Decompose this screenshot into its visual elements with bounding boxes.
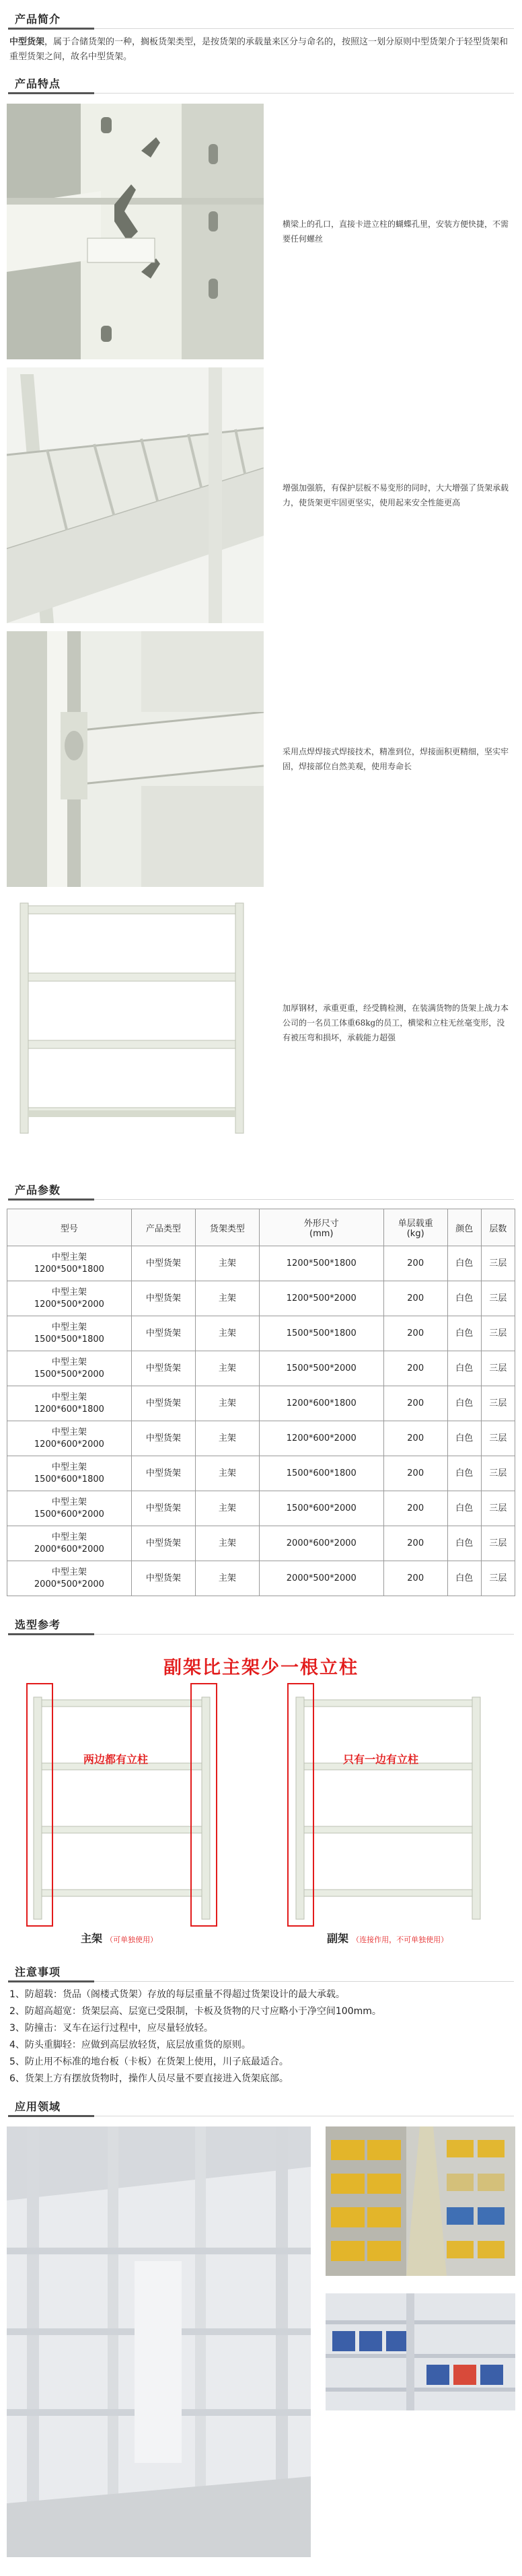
table-header-cell: 产品类型 <box>131 1209 195 1246</box>
rack-comparison-diagram <box>0 1677 522 1960</box>
table-cell: 中型主架 1500*600*2000 <box>7 1491 132 1526</box>
table-cell: 中型货架 <box>131 1316 195 1351</box>
intro-paragraph <box>0 31 522 65</box>
product-page <box>0 7 522 2576</box>
table-cell: 主架 <box>195 1316 259 1351</box>
table-cell: 主架 <box>195 1526 259 1561</box>
table-cell: 中型主架 2000*600*2000 <box>7 1526 132 1561</box>
note-item: 5、防止用不标准的地台板（卡板）在货架上使用，川子底最适合。 <box>9 2056 289 2067</box>
feature-photo-reinforced-shelf <box>7 367 264 623</box>
table-header-cell: 层数 <box>481 1209 515 1246</box>
feature-item <box>0 367 522 623</box>
note-item: 1、防超载：货品（阁楼式货架）存放的每层重量不得超过货架设计的最大承载。 <box>9 1989 345 2000</box>
table-cell: 中型货架 <box>131 1526 195 1561</box>
blue-bins-illustration <box>326 2293 515 2410</box>
table-row <box>7 1561 515 1596</box>
params-table <box>7 1209 515 1596</box>
section-header-notes <box>0 1960 522 1984</box>
table-cell: 白色 <box>447 1456 481 1491</box>
table-cell: 主架 <box>195 1246 259 1281</box>
table-cell: 200 <box>383 1491 447 1526</box>
storage-bins-illustration <box>326 2126 515 2276</box>
divider-accent <box>8 28 94 30</box>
table-cell: 中型货架 <box>131 1561 195 1596</box>
divider-accent <box>8 1980 94 1982</box>
table-cell: 三层 <box>481 1491 515 1526</box>
table-cell: 主架 <box>195 1351 259 1386</box>
feature-item <box>0 631 522 887</box>
table-cell: 200 <box>383 1421 447 1456</box>
table-cell: 主架 <box>195 1421 259 1456</box>
table-row <box>7 1281 515 1316</box>
table-cell: 三层 <box>481 1351 515 1386</box>
table-cell: 200 <box>383 1246 447 1281</box>
warehouse-photo-bins <box>326 2126 515 2276</box>
note-item: 4、防头重脚轻：应做到高层放轻货，底层放重货的原则。 <box>9 2040 251 2050</box>
table-cell: 1500*500*1800 <box>259 1316 383 1351</box>
table-cell: 中型主架 1500*600*1800 <box>7 1456 132 1491</box>
table-cell: 中型货架 <box>131 1281 195 1316</box>
table-row <box>7 1526 515 1561</box>
divider-accent <box>8 2115 94 2117</box>
table-row <box>7 1491 515 1526</box>
feature-description: 加厚钢材，承重更重，经受腾检测，在装满货物的货架上战力本公司的一名员工体重68kg的员工，横梁和立柱无丝毫变形，没有被压弯和损坏，承载能力超强 <box>283 1003 509 1042</box>
reinforced-shelf-illustration <box>7 367 264 623</box>
application-photos <box>7 2126 515 2557</box>
table-cell: 中型货架 <box>131 1351 195 1386</box>
table-cell: 2000*600*2000 <box>259 1526 383 1561</box>
warehouse-photo-blue-bins <box>326 2293 515 2410</box>
table-cell: 白色 <box>447 1316 481 1351</box>
table-header-cell: 单层载重 (kg) <box>383 1209 447 1246</box>
table-cell: 白色 <box>447 1351 481 1386</box>
feature-item <box>0 104 522 359</box>
note-item: 3、防撞击：叉车在运行过程中，应尽量轻放轻。 <box>9 2023 213 2034</box>
table-row <box>7 1316 515 1351</box>
table-cell: 主架 <box>195 1386 259 1421</box>
sub-rack-sub: （连接作用，不可单独使用） <box>352 1935 449 1944</box>
table-header-cell: 外形尺寸 (mm) <box>259 1209 383 1246</box>
section-title: 应用领域 <box>15 2100 61 2113</box>
sub-rack-drawing <box>288 1684 480 1926</box>
table-row <box>7 1421 515 1456</box>
sub-rack-caption <box>327 1930 448 1945</box>
table-cell: 三层 <box>481 1561 515 1596</box>
table-header-cell: 颜色 <box>447 1209 481 1246</box>
table-cell: 中型主架 1500*500*2000 <box>7 1351 132 1386</box>
main-rack-sub: （可单独使用） <box>106 1935 158 1944</box>
table-cell: 主架 <box>195 1456 259 1491</box>
divider-accent <box>8 1198 94 1201</box>
note-item: 2、防超高超宽：货架层高、层宽已受限制，卡板及货物的尺寸应略小于净空间100mm。 <box>9 2006 381 2017</box>
table-cell: 中型货架 <box>131 1386 195 1421</box>
section-title: 产品简介 <box>15 13 61 26</box>
table-cell: 中型主架 1200*600*2000 <box>7 1421 132 1456</box>
section-title: 选型参考 <box>15 1618 61 1631</box>
table-header-cell: 货架类型 <box>195 1209 259 1246</box>
selection-headline: 副架比主架少一根立柱 <box>163 1657 359 1678</box>
section-header-intro <box>0 7 522 31</box>
section-header-params <box>0 1178 522 1202</box>
section-title: 产品特点 <box>15 77 61 90</box>
table-cell: 200 <box>383 1386 447 1421</box>
table-row <box>7 1351 515 1386</box>
main-rack-note: 两边都有立柱 <box>83 1753 149 1766</box>
table-cell: 白色 <box>447 1386 481 1421</box>
main-rack-caption <box>81 1930 157 1945</box>
main-rack-label: 主架 <box>81 1932 103 1945</box>
table-cell: 白色 <box>447 1526 481 1561</box>
table-cell: 200 <box>383 1456 447 1491</box>
table-cell: 主架 <box>195 1561 259 1596</box>
feature-photo-full-rack <box>7 895 264 1151</box>
spot-weld-illustration <box>7 631 264 887</box>
table-cell: 200 <box>383 1351 447 1386</box>
table-cell: 1200*600*2000 <box>259 1421 383 1456</box>
intro-body: ，属于合储货架的一种，搁板货架类型，是按货架的承载量来区分与命名的，按照这一划分原则中型货架介于轻型货架和重型货架之间，故名中型货架。 <box>9 37 509 62</box>
section-title: 产品参数 <box>15 1184 61 1196</box>
warehouse-photo-large <box>7 2126 311 2557</box>
notes-list <box>0 1984 522 2087</box>
table-cell: 中型货架 <box>131 1491 195 1526</box>
table-cell: 1200*600*1800 <box>259 1386 383 1421</box>
selection-reference <box>0 1637 522 1953</box>
application-side-photos <box>326 2126 515 2557</box>
table-cell: 白色 <box>447 1491 481 1526</box>
table-cell: 200 <box>383 1526 447 1561</box>
butterfly-hole-illustration <box>7 104 264 359</box>
table-cell: 白色 <box>447 1561 481 1596</box>
note-item: 6、货架上方有摆放货物时，操作人员尽量不要直接进入货架底部。 <box>9 2073 289 2084</box>
table-cell: 三层 <box>481 1386 515 1421</box>
table-header-row <box>7 1209 515 1246</box>
table-cell: 中型货架 <box>131 1456 195 1491</box>
table-cell: 中型主架 1200*500*2000 <box>7 1281 132 1316</box>
table-cell: 三层 <box>481 1456 515 1491</box>
table-cell: 白色 <box>447 1421 481 1456</box>
table-cell: 中型主架 2000*500*2000 <box>7 1561 132 1596</box>
intro-lead: 中型货架 <box>9 37 45 47</box>
feature-photo-butterfly-hole <box>7 104 264 359</box>
table-cell: 1500*600*2000 <box>259 1491 383 1526</box>
table-cell: 1500*500*2000 <box>259 1351 383 1386</box>
params-table-wrap <box>7 1209 515 1596</box>
feature-description: 增强加强筋，有保护层板不易变形的同时，大大增强了货架承载力，使货架更牢固更坚实，使用起来安全性能更高 <box>283 483 509 507</box>
table-row <box>7 1246 515 1281</box>
table-cell: 1200*500*2000 <box>259 1281 383 1316</box>
table-cell: 1200*500*1800 <box>259 1246 383 1281</box>
table-cell: 主架 <box>195 1281 259 1316</box>
table-cell: 2000*500*2000 <box>259 1561 383 1596</box>
feature-description: 横梁上的孔口，直接卡进立柱的蝴蝶孔里，安装方便快捷，不需要任何螺丝 <box>283 219 509 244</box>
section-header-select <box>0 1612 522 1637</box>
table-cell: 白色 <box>447 1281 481 1316</box>
feature-item <box>0 895 522 1151</box>
sub-rack-note: 只有一边有立柱 <box>343 1753 419 1766</box>
table-header-cell: 型号 <box>7 1209 132 1246</box>
section-title: 注意事项 <box>15 1966 61 1978</box>
table-cell: 三层 <box>481 1316 515 1351</box>
table-cell: 三层 <box>481 1246 515 1281</box>
table-cell: 主架 <box>195 1491 259 1526</box>
sub-rack-label: 副架 <box>327 1932 349 1945</box>
table-cell: 中型主架 1200*500*1800 <box>7 1246 132 1281</box>
table-cell: 1500*600*1800 <box>259 1456 383 1491</box>
table-cell: 200 <box>383 1561 447 1596</box>
table-cell: 白色 <box>447 1246 481 1281</box>
table-cell: 200 <box>383 1281 447 1316</box>
table-cell: 三层 <box>481 1281 515 1316</box>
table-cell: 三层 <box>481 1526 515 1561</box>
table-cell: 中型主架 1200*600*1800 <box>7 1386 132 1421</box>
warehouse-mezzanine-illustration <box>7 2126 311 2557</box>
table-cell: 三层 <box>481 1421 515 1456</box>
table-cell: 中型货架 <box>131 1246 195 1281</box>
section-header-features <box>0 71 522 96</box>
table-row <box>7 1456 515 1491</box>
main-rack-drawing <box>27 1684 217 1926</box>
feature-photo-spot-weld <box>7 631 264 887</box>
table-cell: 200 <box>383 1316 447 1351</box>
feature-description: 采用点焊焊接式焊接技术，精准到位，焊接面积更精细，坚实牢固，焊接部位自然美观，使用寿命长 <box>283 747 509 771</box>
divider-accent <box>8 92 94 94</box>
table-row <box>7 1386 515 1421</box>
divider-accent <box>8 1633 94 1635</box>
full-rack-illustration <box>7 895 264 1151</box>
bottom-spacer <box>0 2557 522 2576</box>
section-header-apps <box>0 2094 522 2118</box>
table-cell: 中型主架 1500*500*1800 <box>7 1316 132 1351</box>
table-body <box>7 1246 515 1596</box>
table-cell: 中型货架 <box>131 1421 195 1456</box>
